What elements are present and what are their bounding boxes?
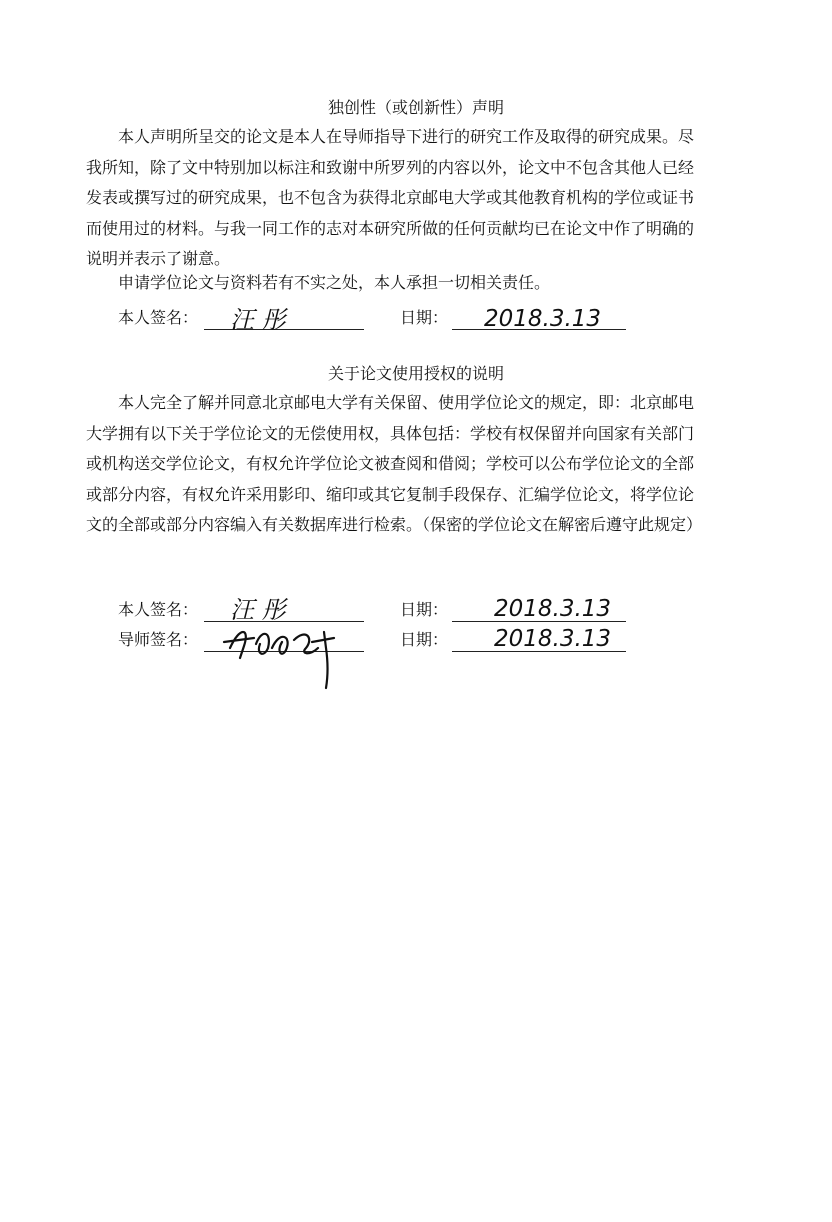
svg-text:2018.3.13: 2018.3.13 [494, 626, 612, 652]
handwritten-signature [226, 302, 366, 338]
date-label: 日期： [400, 308, 449, 327]
author-signature-label: 本人签名： [118, 600, 199, 619]
author-date-label: 日期： [400, 600, 449, 619]
advisor-handwritten-date [490, 620, 630, 656]
authorization-paragraph: 本人完全了解并同意北京邮电大学有关保留、使用学位论文的规定，即：北京邮电大学拥有以下关于学位论文的无偿使用权，具体包括：学校有权保留并向国家有关部门或机构送交学位论文，有权允许学位论文被查阅和借阅；学校可以公布学位论文的全部或部分内容，有权允许采用影印、缩印或其它复制手段保存、汇编学位论文，将学位论文的全部或部分内容编入有关数据库进行检索。（保密的学位论文在解密后遵守此规定） [86, 393, 703, 534]
handwritten-date [480, 300, 620, 336]
responsibility-paragraph: 申请学位论文与资料若有不实之处，本人承担一切相关责任。 [118, 273, 551, 292]
svg-text:2018.3.13: 2018.3.13 [494, 596, 612, 622]
svg-text:汪 彤: 汪 彤 [230, 306, 286, 334]
authorization-title: 关于论文使用授权的说明 [327, 364, 504, 383]
originality-title: 独创性（或创新性）声明 [327, 98, 504, 117]
svg-text:2018.3.13: 2018.3.13 [484, 306, 602, 332]
signature-row-3 [118, 626, 658, 658]
signature-row-1 [118, 308, 658, 336]
advisor-handwritten-signature [210, 618, 350, 690]
signature-label: 本人签名： [118, 308, 199, 327]
advisor-date-label: 日期： [400, 630, 449, 649]
advisor-signature-label: 导师签名： [118, 630, 199, 649]
originality-paragraph: 本人声明所呈交的论文是本人在导师指导下进行的研究工作及取得的研究成果。尽我所知，除了文中特别加以标注和致谢中所罗列的内容以外，论文中不包含其他人已经发表或撰写过的研究成果，也不包含为获得北京邮电大学或其他教育机构的学位或证书而使用过的材料。与我一同工作的志对本研究所做的任何贡献均已在论文中作了明确的说明并表示了谢意。 [86, 127, 695, 268]
svg-text:汪 彤: 汪 彤 [230, 596, 286, 624]
